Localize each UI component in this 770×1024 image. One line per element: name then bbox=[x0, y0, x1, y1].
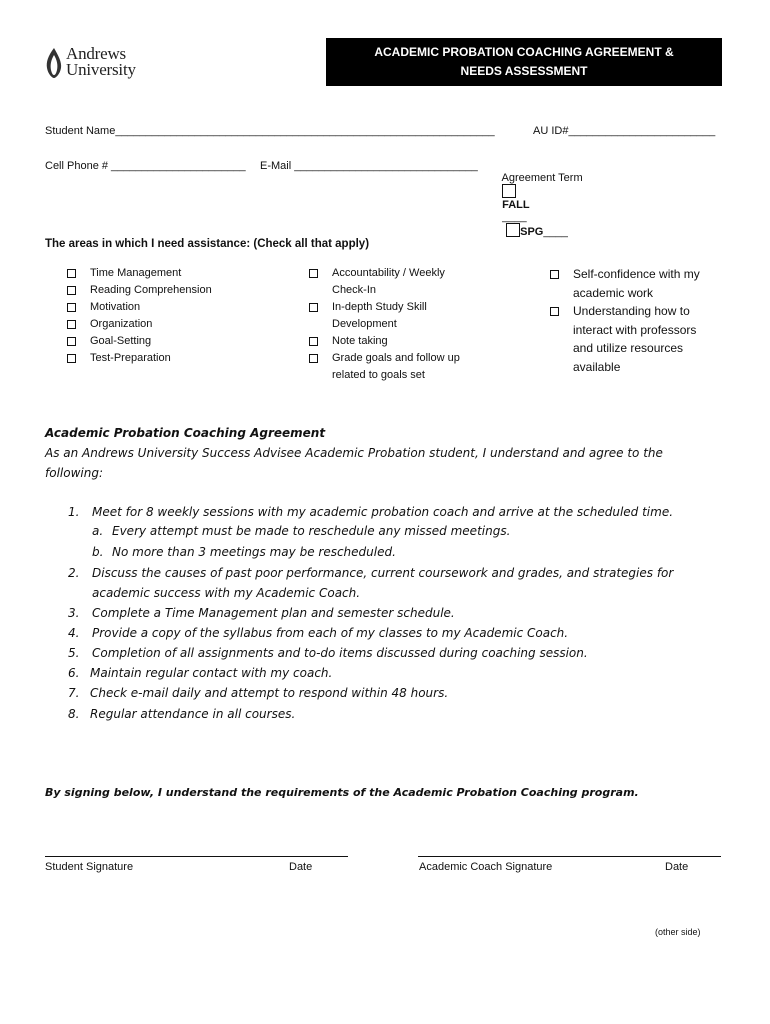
area-option[interactable] bbox=[67, 333, 267, 350]
title-line-1: ACADEMIC PROBATION COACHING AGREEMENT & bbox=[374, 45, 674, 59]
checkbox[interactable] bbox=[309, 354, 318, 363]
coach-date-label: Date bbox=[665, 861, 689, 873]
spg-blank[interactable]: ____ bbox=[543, 226, 568, 238]
agreement-term-label: Agreement Term bbox=[501, 172, 583, 184]
list-item bbox=[68, 586, 360, 600]
item-text: Every attempt must be made to reschedule any missed meetings. bbox=[112, 524, 511, 538]
au-id-field[interactable]: AU ID#________________________ bbox=[533, 125, 716, 137]
item-number: a. bbox=[92, 524, 104, 538]
area-option[interactable] bbox=[67, 265, 267, 282]
area-option[interactable] bbox=[309, 265, 509, 282]
checkbox[interactable] bbox=[67, 269, 76, 278]
checkbox[interactable] bbox=[67, 303, 76, 312]
checkbox[interactable] bbox=[550, 270, 559, 279]
list-item bbox=[92, 524, 510, 538]
area-label: Grade goals and follow up bbox=[332, 352, 460, 364]
area-option[interactable] bbox=[67, 282, 267, 299]
area-label: Accountability / Weekly bbox=[332, 267, 445, 279]
list-item bbox=[68, 566, 673, 580]
email-field[interactable]: E-Mail ______________________________ bbox=[260, 160, 478, 172]
item-number: 5. bbox=[68, 646, 80, 660]
student-date-label: Date bbox=[289, 861, 313, 873]
item-number: b. bbox=[92, 545, 104, 559]
student-signature-label: Student Signature bbox=[45, 861, 134, 873]
signing-statement: By signing below, I understand the requirements of the Academic Probation Coaching program. bbox=[45, 786, 639, 799]
item-text: Completion of all assignments and to-do items discussed during coaching session. bbox=[92, 646, 588, 660]
area-option[interactable] bbox=[309, 350, 509, 367]
areas-column-2 bbox=[309, 265, 509, 384]
logo-wordmark bbox=[66, 46, 136, 78]
areas-column-3 bbox=[550, 265, 730, 376]
checkbox[interactable] bbox=[67, 337, 76, 346]
student-signature-line[interactable] bbox=[45, 856, 348, 857]
area-option[interactable] bbox=[550, 265, 730, 284]
item-text: No more than 3 meetings may be rescheduled. bbox=[112, 545, 396, 559]
item-text: Check e-mail daily and attempt to respond within 48 hours. bbox=[90, 686, 449, 700]
area-label: Goal-Setting bbox=[90, 335, 152, 347]
item-number: 7. bbox=[68, 686, 80, 700]
coach-signature-label: Academic Coach Signature bbox=[419, 861, 553, 873]
area-label: Understanding how to bbox=[573, 304, 690, 318]
item-number: 3. bbox=[68, 606, 80, 620]
list-item bbox=[68, 646, 588, 660]
logo-line-2: University bbox=[66, 60, 136, 79]
area-option[interactable] bbox=[309, 299, 509, 316]
fall-checkbox[interactable] bbox=[502, 184, 516, 198]
agreement-intro-line-2: following: bbox=[45, 466, 103, 480]
checkbox[interactable] bbox=[309, 303, 318, 312]
area-label-continued: related to goals set bbox=[332, 369, 425, 381]
area-option[interactable] bbox=[67, 350, 267, 367]
areas-column-1 bbox=[67, 265, 267, 367]
area-label-continued: available bbox=[573, 359, 621, 374]
item-number: 4. bbox=[68, 626, 80, 640]
area-label: Reading Comprehension bbox=[90, 284, 212, 296]
item-number: 2. bbox=[68, 566, 80, 580]
list-item bbox=[68, 606, 455, 620]
item-number: 6. bbox=[68, 666, 80, 680]
agreement-section bbox=[45, 423, 735, 483]
item-number: 8. bbox=[68, 707, 80, 721]
item-text: Meet for 8 weekly sessions with my academic probation coach and arrive at the scheduled time. bbox=[92, 505, 674, 519]
student-name-field[interactable]: Student Name______________________________________________________________ bbox=[45, 125, 495, 137]
item-text: academic success with my Academic Coach. bbox=[92, 586, 361, 600]
areas-heading: The areas in which I need assistance: (Check all that apply) bbox=[45, 238, 370, 250]
area-label: Test-Preparation bbox=[90, 352, 171, 364]
area-label-continued: Development bbox=[332, 318, 397, 330]
other-side-note: (other side) bbox=[655, 927, 701, 937]
list-item bbox=[68, 686, 448, 700]
checkbox[interactable] bbox=[550, 307, 559, 316]
checkbox[interactable] bbox=[67, 286, 76, 295]
area-label: Organization bbox=[90, 318, 153, 330]
title-line-2: NEEDS ASSESSMENT bbox=[460, 64, 588, 78]
coach-signature-line[interactable] bbox=[418, 856, 721, 857]
area-label-continued: academic work bbox=[573, 285, 654, 300]
checkbox[interactable] bbox=[309, 337, 318, 346]
agreement-title: Academic Probation Coaching Agreement bbox=[45, 426, 326, 440]
checkbox[interactable] bbox=[309, 269, 318, 278]
cell-phone-field[interactable]: Cell Phone # ______________________ bbox=[45, 160, 246, 172]
area-label-continued: Check-In bbox=[332, 284, 377, 296]
area-option[interactable] bbox=[67, 316, 267, 333]
checkbox[interactable] bbox=[67, 320, 76, 329]
area-option[interactable] bbox=[309, 333, 509, 350]
andrews-university-logo bbox=[44, 46, 144, 86]
fall-label: FALL bbox=[502, 199, 530, 211]
item-text: Maintain regular contact with my coach. bbox=[90, 666, 333, 680]
area-option[interactable] bbox=[67, 299, 267, 316]
list-item bbox=[92, 545, 396, 559]
item-text: Regular attendance in all courses. bbox=[90, 707, 296, 721]
area-label-continued: interact with professors bbox=[573, 322, 697, 337]
flame-icon bbox=[44, 47, 64, 79]
spg-label: SPG bbox=[520, 226, 544, 238]
logo-line-1: Andrews bbox=[66, 44, 126, 63]
list-item bbox=[68, 626, 568, 640]
area-option[interactable] bbox=[550, 302, 730, 321]
spg-checkbox[interactable] bbox=[506, 223, 520, 237]
area-label: Self-confidence with my bbox=[573, 267, 700, 281]
form-title bbox=[326, 38, 722, 86]
item-number: 1. bbox=[68, 505, 80, 519]
item-text: Discuss the causes of past poor performance, current coursework and grades, and strategies for bbox=[92, 566, 674, 580]
list-item bbox=[68, 707, 295, 721]
area-label: In-depth Study Skill bbox=[332, 301, 427, 313]
fall-blank[interactable]: ____ bbox=[502, 211, 527, 223]
area-label: Motivation bbox=[90, 301, 141, 313]
area-label: Time Management bbox=[90, 267, 182, 279]
area-label-continued: and utilize resources bbox=[573, 341, 684, 355]
checkbox[interactable] bbox=[67, 354, 76, 363]
area-label: Note taking bbox=[332, 335, 388, 347]
agreement-term-row bbox=[496, 160, 583, 238]
item-text: Provide a copy of the syllabus from each of my classes to my Academic Coach. bbox=[92, 626, 569, 640]
list-item bbox=[68, 666, 332, 680]
list-item bbox=[68, 505, 673, 519]
agreement-intro-line-1: As an Andrews University Success Advisee Academic Probation student, I understand and agree to the bbox=[45, 446, 663, 460]
item-text: Complete a Time Management plan and semester schedule. bbox=[92, 606, 455, 620]
